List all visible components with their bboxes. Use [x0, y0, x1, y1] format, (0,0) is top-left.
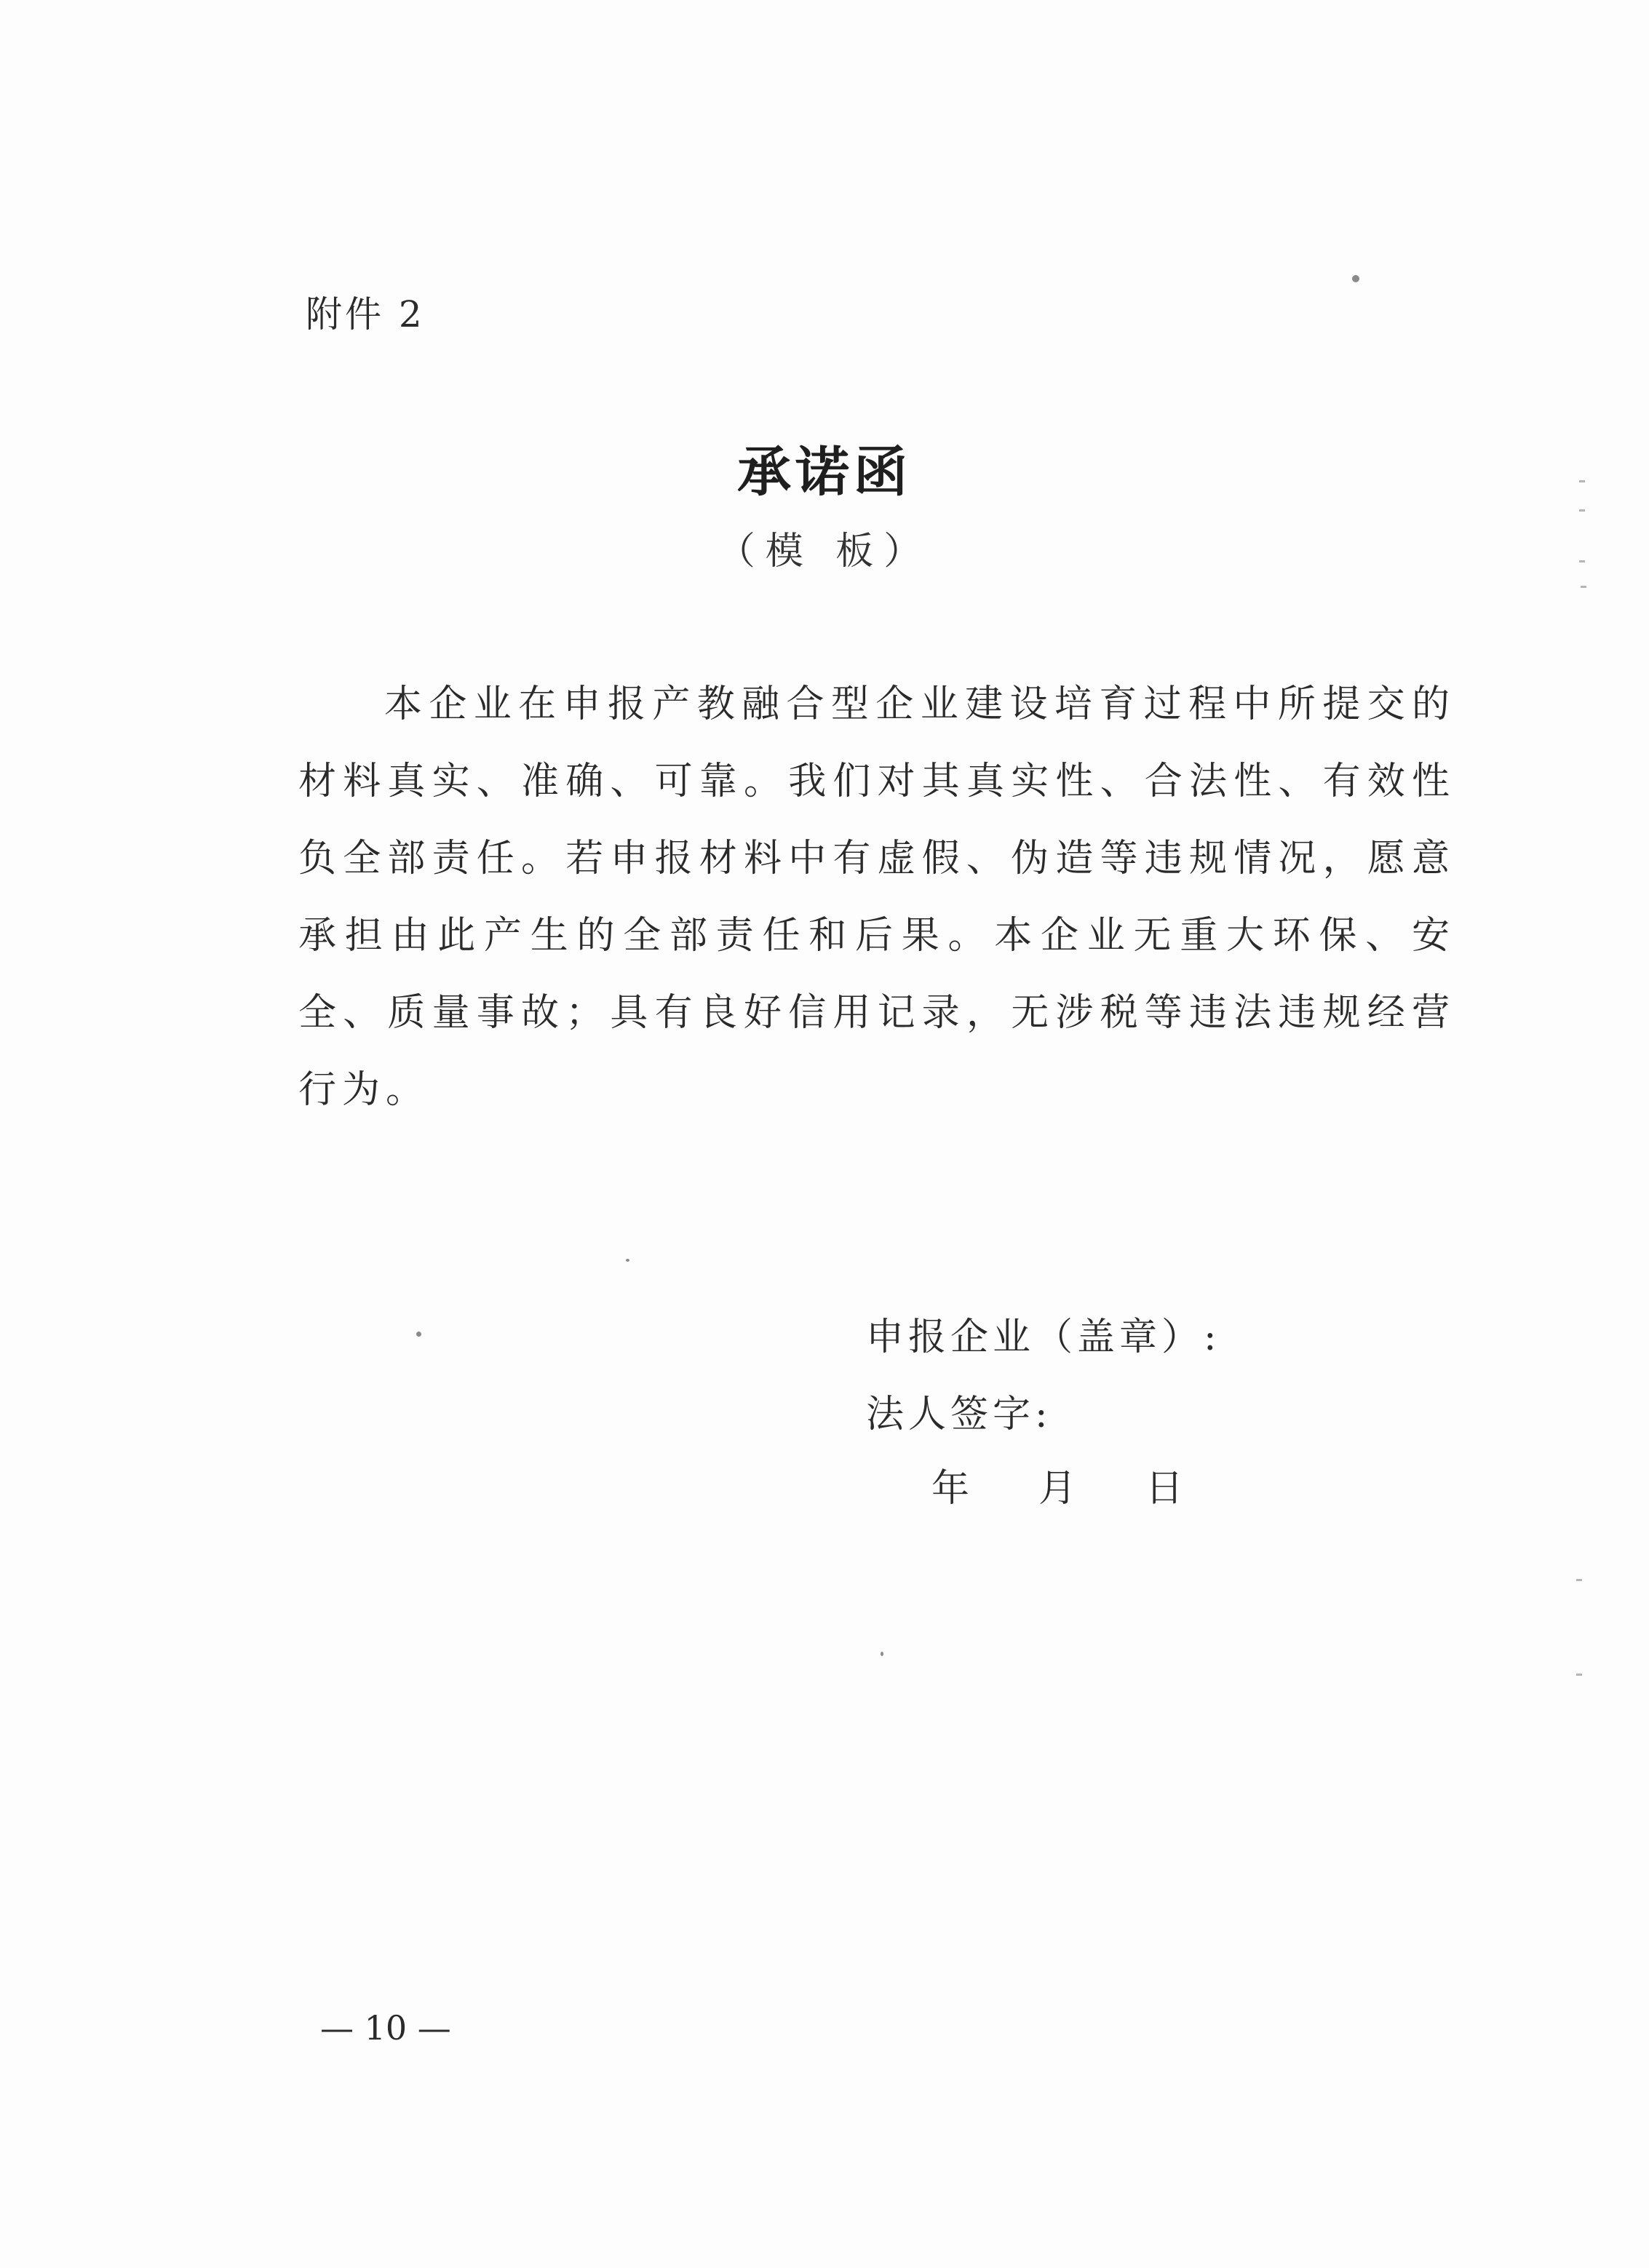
page-number: — 10 —: [320, 2008, 451, 2048]
commitment-paragraph: 本企业在申报产教融合型企业建设培育过程中所提交的材料真实、准确、可靠。我们对其真实性、合法性、有效性负全部责任。若申报材料中有虚假、伪造等违规情况，愿意承担由此产生的全部责任和后果。本企业无重大环保、安全、质量事故；具有良好信用记录，无涉税等违法违规经营行为。: [298, 683, 1455, 1112]
date-day-label: 日: [1145, 1467, 1184, 1511]
scan-edge-mark: [1576, 1674, 1582, 1676]
scan-speck: [626, 1259, 629, 1262]
date-month-label: 月: [1038, 1467, 1077, 1511]
scan-edge-mark: [1576, 1579, 1582, 1581]
scan-edge-mark: [1581, 586, 1586, 588]
scan-speck: [881, 1652, 883, 1656]
scan-edge-mark: [1579, 480, 1585, 482]
legal-person-signature-label: 法人签字:: [866, 1393, 1052, 1436]
company-seal-label: 申报企业（盖章）:: [866, 1316, 1221, 1359]
scan-edge-mark: [1579, 509, 1585, 512]
date-line: [931, 1450, 1183, 1527]
document-subtitle: （模 板）: [717, 530, 932, 573]
scan-speck: [1352, 275, 1359, 282]
attachment-label: 附件 2: [306, 293, 425, 335]
scan-speck: [416, 1332, 421, 1337]
scan-edge-mark: [1579, 560, 1585, 562]
document-title: 承诺函: [737, 441, 912, 504]
signature-block: [866, 1299, 1221, 1453]
date-year-label: 年: [931, 1467, 970, 1511]
